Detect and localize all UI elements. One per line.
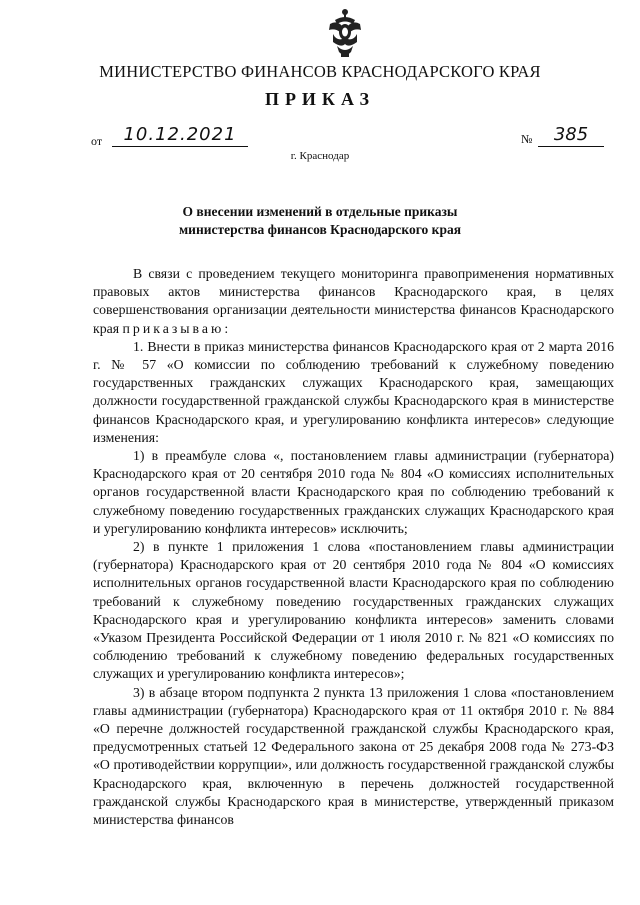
preamble-colon: : xyxy=(224,320,229,336)
coat-of-arms-icon xyxy=(327,8,363,58)
paragraph-1-2: 2) в пункте 1 приложения 1 слова «постановлением главы администрации (губернатора) Краснодарского края от 20 сентября 2010 года № 804 «О комиссиях исполнительных органов государственной власти Краснодарского края по соблюдению требований к служебному поведению государственных гражданских служащих Краснодарского края и урегулированию конфликта интересов» заменить словами «Указом Президента Российской Федерации от 1 июля 2010 г. № 821 «О комиссиях по соблюдению требований к служебному поведению федеральных государственных служащих и урегулированию конфликта интересов»; xyxy=(93,539,614,682)
ministry-name: МИНИСТЕРСТВО ФИНАНСОВ КРАСНОДАРСКОГО КРАЯ xyxy=(99,62,541,81)
paragraph-1-1: 1) в преамбуле слова «, постановлением главы администрации (губернатора) Краснодарского края от 20 сентября 2010 года № 804 «О комиссиях исполнительных органов государственной власти Краснодарского края по соблюдению требований к служебному поведению государственных гражданских служащих Краснодарского края и урегулированию конфликта интересов» исключить; xyxy=(93,448,614,536)
subject-heading xyxy=(160,203,480,239)
number-prefix: № xyxy=(521,132,533,146)
order-number: 385 xyxy=(538,124,604,147)
document-type: ПРИКАЗ xyxy=(264,89,376,109)
order-word: приказываю xyxy=(122,320,225,336)
paragraph-1-3: 3) в абзаце втором подпункта 2 пункта 13 приложения 1 слова «постановлением главы администрации (губернатора) Краснодарского края от 11 октября 2010 г. № 884 «О перечне должностей государственной гражданской службы Краснодарского края, предусмотренных статьей 12 Федерального закона от 25 декабря 2008 года № 273-ФЗ «О противодействии коррупции», или должность государственной гражданской службы Краснодарского края, включенную в перечень должностей государственной гражданской службы Краснодарского края в министерстве, утвержденный приказом министерства финансов xyxy=(93,684,614,828)
paragraph-1: 1. Внести в приказ министерства финансов Краснодарского края от 2 марта 2016 г. № 57 «О комиссии по соблюдению требований к служебному поведению государственных гражданских служащих Краснодарского края, замещающих должности государственной гражданской службы Краснодарского края в министерстве финансов Краснодарского края, и урегулированию конфликта интересов» следующие изменения: xyxy=(93,338,614,445)
document-body xyxy=(93,265,614,829)
date-prefix: от xyxy=(91,134,103,148)
preamble-text: В связи с проведением текущего мониторинга правоприменения нормативных правовых актов министерства финансов Краснодарского края, в целях совершенствования организации деятельности министерства финансов Краснодарского края xyxy=(93,266,614,336)
subject-line-2: министерства финансов Краснодарского края xyxy=(178,222,462,237)
preamble-paragraph xyxy=(93,265,614,338)
order-date: 10.12.2021 xyxy=(112,124,248,147)
city: г. Краснодар xyxy=(290,150,350,162)
subject-line-1: О внесении изменений в отдельные приказы xyxy=(182,204,458,219)
